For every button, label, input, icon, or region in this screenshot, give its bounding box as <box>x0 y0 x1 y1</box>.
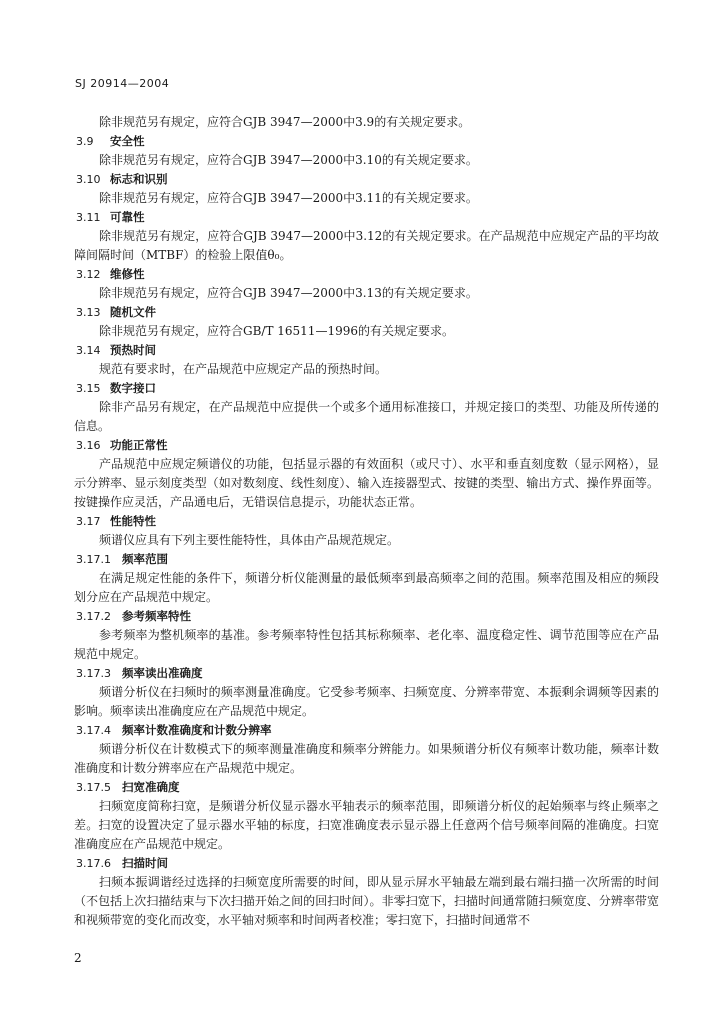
section-number: 3.17.6 <box>76 857 111 870</box>
paragraph: 扫频本振调谐经过选择的扫频宽度所需要的时间，即从显示屏水平轴最左端到最右端扫描一次所需的时间（不包括上次扫描结束与下次扫描开始之间的回扫时间）。非零扫宽下，扫描时间通常随扫频宽度、分辨率带宽和视频带宽的变化而改变，水平轴对频率和时间两者校准；零扫宽下，扫描时间通常不 <box>74 875 659 927</box>
section-title: 标志和识别 <box>110 172 168 186</box>
section-number: 3.15 <box>76 382 101 395</box>
section-title: 数字接口 <box>110 381 156 395</box>
section-heading <box>74 170 659 189</box>
section-heading <box>74 303 659 322</box>
section-number: 3.11 <box>76 211 101 224</box>
section-title: 性能特性 <box>110 514 156 528</box>
section-heading <box>74 512 659 531</box>
section-title: 可靠性 <box>110 210 145 224</box>
paragraph: 产品规范中应规定频谱仪的功能，包括显示器的有效面积（或尺寸）、水平和垂直刻度数（显示网格），显示分辨率、显示刻度类型（如对数刻度、线性刻度）、输入连接器型式、按键的类型、输出方式、操作界面等。按键操作应灵活，产品通电后，无错误信息提示，功能状态正常。 <box>74 457 659 509</box>
section-number: 3.17.5 <box>76 781 111 794</box>
paragraph: 除非规范另有规定，应符合GJB 3947—2000中3.10的有关规定要求。 <box>99 153 478 167</box>
section-title: 功能正常性 <box>110 438 168 452</box>
section-number: 3.17.1 <box>76 553 111 566</box>
paragraph: 规范有要求时，在产品规范中应规定产品的预热时间。 <box>99 362 388 376</box>
paragraph: 除非规范另有规定，应符合GJB 3947—2000中3.11的有关规定要求。 <box>99 191 478 205</box>
section-number: 3.17.2 <box>76 610 111 623</box>
page-number: 2 <box>74 951 82 965</box>
paragraph: 扫频宽度简称扫宽，是频谱分析仪显示器水平轴表示的频率范围，即频谱分析仪的起始频率与终止频率之差。扫宽的设置决定了显示器水平轴的标度，扫宽准确度表示显示器上任意两个信号频率间隔的准确度。扫宽准确度应在产品规范中规定。 <box>74 799 659 851</box>
section-title: 扫描时间 <box>122 856 168 870</box>
paragraph: 在满足规定性能的条件下，频谱分析仪能测量的最低频率到最高频率之间的范围。频率范围及相应的频段划分应在产品规范中规定。 <box>74 571 659 604</box>
section-title: 参考频率特性 <box>122 609 191 623</box>
section-heading <box>74 607 659 626</box>
paragraph: 除非规范另有规定，应符合GJB 3947—2000中3.9的有关规定要求。 <box>99 115 471 129</box>
paragraph: 除非规范另有规定，应符合GJB 3947—2000中3.13的有关规定要求。 <box>99 286 478 300</box>
section-heading <box>74 265 659 284</box>
section-title: 扫宽准确度 <box>122 780 180 794</box>
paragraph: 频谱分析仪在计数模式下的频率测量准确度和频率分辨能力。如果频谱分析仪有频率计数功能，频率计数准确度和计数分辨率应在产品规范中规定。 <box>74 742 659 775</box>
section-heading <box>74 341 659 360</box>
section-heading <box>74 854 659 873</box>
section-heading <box>74 132 659 151</box>
section-heading <box>74 778 659 797</box>
section-title: 频率读出准确度 <box>122 666 203 680</box>
paragraph: 除非产品另有规定，在产品规范中应提供一个或多个通用标准接口，并规定接口的类型、功能及所传递的信息。 <box>74 400 659 433</box>
section-number: 3.9 <box>76 135 94 148</box>
document-body <box>74 113 659 930</box>
section-number: 3.16 <box>76 439 101 452</box>
section-title: 维修性 <box>110 267 145 281</box>
section-title: 随机文件 <box>110 305 156 319</box>
section-number: 3.14 <box>76 344 101 357</box>
section-heading <box>74 721 659 740</box>
section-heading <box>74 436 659 455</box>
paragraph: 除非规范另有规定，应符合GB/T 16511—1996的有关规定要求。 <box>99 324 454 338</box>
paragraph: 除非规范另有规定，应符合GJB 3947—2000中3.12的有关规定要求。在产品规范中应规定产品的平均故障间隔时间（MTBF）的检验上限值θ₀。 <box>74 229 659 262</box>
paragraph: 参考频率为整机频率的基准。参考频率特性包括其标称频率、老化率、温度稳定性、调节范围等应在产品规范中规定。 <box>74 628 659 661</box>
section-heading <box>74 208 659 227</box>
section-number: 3.12 <box>76 268 101 281</box>
section-number: 3.17.3 <box>76 667 111 680</box>
paragraph: 频谱仪应具有下列主要性能特性，具体由产品规范规定。 <box>99 533 400 547</box>
section-title: 频率范围 <box>122 552 168 566</box>
section-number: 3.17.4 <box>76 724 111 737</box>
section-number: 3.17 <box>76 515 101 528</box>
document-header: SJ 20914—2004 <box>75 77 170 90</box>
paragraph: 频谱分析仪在扫频时的频率测量准确度。它受参考频率、扫频宽度、分辨率带宽、本振剩余调频等因素的影响。频率读出准确度应在产品规范中规定。 <box>74 685 659 718</box>
section-title: 安全性 <box>110 134 145 148</box>
section-title: 频率计数准确度和计数分辨率 <box>122 723 272 737</box>
section-heading <box>74 550 659 569</box>
section-number: 3.10 <box>76 173 101 186</box>
section-heading <box>74 379 659 398</box>
section-number: 3.13 <box>76 306 101 319</box>
section-heading <box>74 664 659 683</box>
section-title: 预热时间 <box>110 343 156 357</box>
